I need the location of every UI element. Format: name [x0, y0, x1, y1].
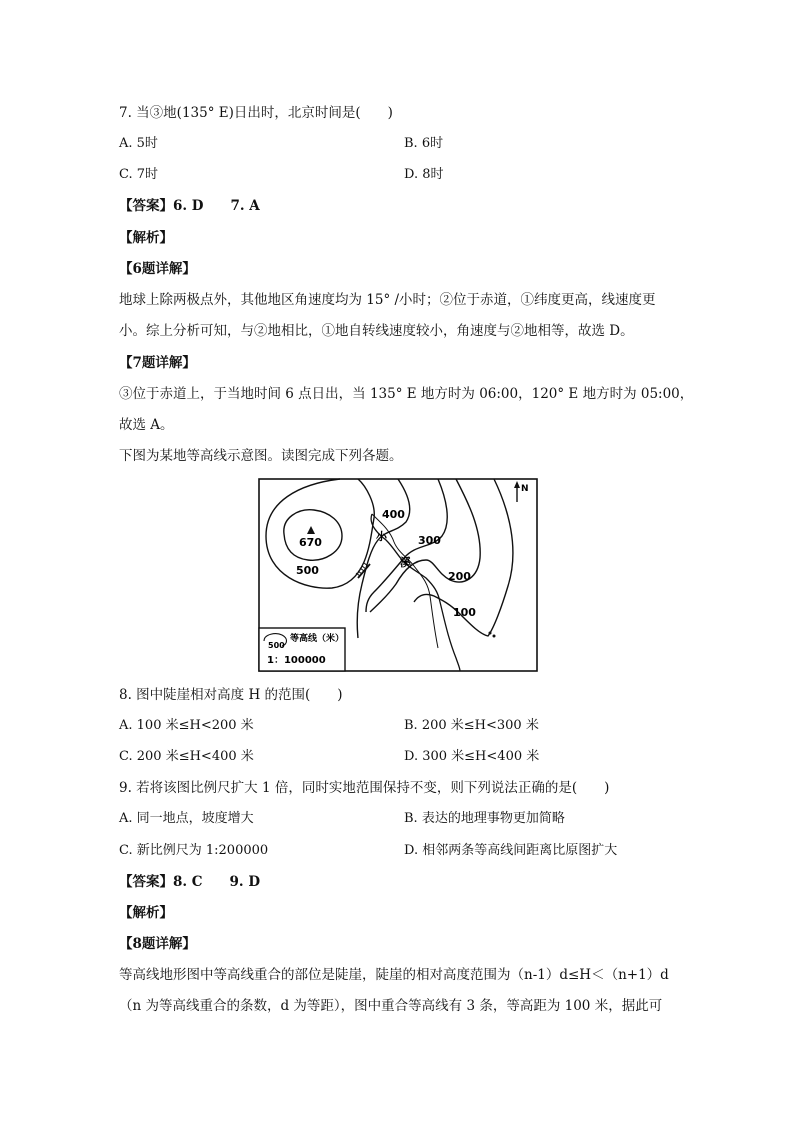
label-500: 500	[296, 564, 319, 577]
label-200: 200	[448, 570, 471, 583]
detail-6-line-2: 小。综上分析可知，与②地相比，①地自转线速度较小，角速度与②地相等，故选 D。	[119, 323, 634, 339]
q9-option-a: A. 同一地点，坡度增大	[119, 811, 254, 826]
legend-sample: 500	[268, 641, 285, 650]
north-label: N	[521, 484, 529, 494]
q8-option-a: A. 100 米≤H<200 米	[119, 718, 254, 733]
q9-option-d: D. 相邻两条等高线间距离比原图扩大	[404, 843, 618, 858]
contour-map	[258, 478, 538, 672]
detail-8-line-2: （n 为等高线重合的条数，d 为等距），图中重合等高线有 3 条，等高距为 100 米，据此可	[119, 998, 663, 1014]
q7-option-a: A. 5时	[119, 136, 158, 151]
q8-option-c: C. 200 米≤H<400 米	[119, 749, 254, 764]
q7-option-c: C. 7时	[119, 167, 159, 182]
q8-option-b: B. 200 米≤H<300 米	[404, 718, 539, 733]
label-100: 100	[453, 606, 476, 619]
q7-stem: 7. 当③地(135° E)日出时，北京时间是( )	[119, 105, 393, 121]
detail-heading-6: 【6题详解】	[119, 261, 196, 277]
q7-option-d: D. 8时	[404, 167, 444, 182]
analysis-heading-1: 【解析】	[119, 230, 173, 246]
detail-7-line-2: 故选 A。	[119, 417, 174, 433]
q9-option-b: B. 表达的地理事物更加简略	[404, 811, 565, 826]
q8-stem: 8. 图中陡崖相对高度 H 的范围( )	[119, 687, 343, 703]
detail-8-line-1: 等高线地形图中等高线重合的部位是陡崖，陡崖的相对高度范围为（n-1）d≤H＜（n+1）d	[119, 967, 669, 983]
detail-heading-7: 【7题详解】	[119, 355, 196, 371]
label-400: 400	[382, 508, 405, 521]
answer-8-9: 【答案】8. C 9. D	[119, 874, 261, 890]
q7-option-b: B. 6时	[404, 136, 444, 151]
detail-6-line-1: 地球上除两极点外，其他地区角速度均为 15° /小时；②位于赤道，①纬度更高，线速度更	[119, 292, 656, 308]
stream-char-2: 溪	[400, 556, 411, 569]
analysis-heading-2: 【解析】	[119, 905, 173, 921]
stream-char-1: 小	[376, 530, 387, 543]
q8-option-d: D. 300 米≤H<400 米	[404, 749, 540, 764]
q9-option-c: C. 新比例尺为 1:200000	[119, 843, 269, 858]
legend-label: 等高线（米）	[290, 634, 345, 644]
q9-stem: 9. 若将该图比例尺扩大 1 倍，同时实地范围保持不变，则下列说法正确的是( )	[119, 780, 610, 796]
scale-label: 1：100000	[267, 655, 326, 666]
detail-7-line-1: ③位于赤道上，于当地时间 6 点日出，当 135° E 地方时为 06:00，120° E 地方时为 05:00，	[119, 386, 694, 402]
label-300: 300	[418, 534, 441, 547]
figure-intro: 下图为某地等高线示意图。读图完成下列各题。	[119, 448, 403, 464]
answer-6-7: 【答案】6. D 7. A	[119, 198, 260, 214]
detail-heading-8: 【8题详解】	[119, 936, 196, 952]
peak-label: 670	[299, 536, 322, 549]
